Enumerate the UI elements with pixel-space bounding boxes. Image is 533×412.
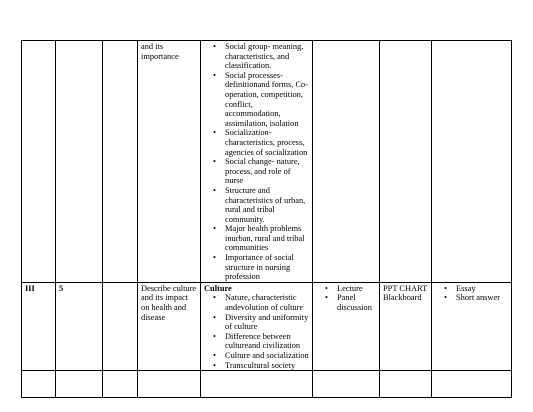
blank-cell xyxy=(103,282,138,370)
table-row xyxy=(22,282,512,370)
topic-title: Culture xyxy=(204,283,232,293)
teaching-aids-cell xyxy=(380,41,432,283)
empty-cell xyxy=(22,371,56,398)
hours-cell xyxy=(56,41,103,283)
topic-list xyxy=(204,42,309,282)
method-list xyxy=(316,284,376,313)
list-item: • Short answer xyxy=(435,293,508,303)
list-item: • Nature, characteristic andevolution of culture xyxy=(204,293,309,312)
hours-cell: 5 xyxy=(56,282,103,370)
empty-cell xyxy=(201,371,313,398)
empty-cell xyxy=(138,371,201,398)
teaching-method-cell xyxy=(313,282,380,370)
list-item: • Difference between cultureand civilization xyxy=(204,332,309,351)
list-item: • Social change- nature, process, and role of nurse xyxy=(204,157,309,186)
list-item: • Social group- meaning, characteristics, and classification. xyxy=(204,42,309,71)
table-row xyxy=(22,371,512,398)
list-item: • Structure and characteristics of urban, rural and tribal community. xyxy=(204,186,309,224)
unit-cell xyxy=(22,41,56,283)
list-item: • Transcultural society xyxy=(204,361,309,371)
topic-list xyxy=(204,293,309,370)
evaluation-list xyxy=(435,284,508,303)
list-item: • Lecture xyxy=(316,284,376,294)
unit-cell: III xyxy=(22,282,56,370)
evaluation-cell xyxy=(432,282,512,370)
empty-cell xyxy=(103,371,138,398)
teaching-method-cell xyxy=(313,41,380,283)
empty-cell xyxy=(56,371,103,398)
list-item: • Major health problems inurban, rural and tribal communities xyxy=(204,224,309,253)
list-item: • Panel discussion xyxy=(316,293,376,312)
teaching-aids-cell: PPT CHART Blackboard xyxy=(380,282,432,370)
list-item: • Diversity and uniformity of culture xyxy=(204,313,309,332)
list-item: • Social processes- definitionand forms, Co-operation, competition, conflict, accommodation, assimilation, isolation xyxy=(204,71,309,129)
list-item: • Socialization- characteristics, process, agencies of socialization xyxy=(204,128,309,157)
list-item: • Importance of social structure in nursing profession xyxy=(204,253,309,282)
table-row xyxy=(22,41,512,283)
curriculum-table xyxy=(21,40,512,398)
content-cell xyxy=(201,282,313,370)
content-cell xyxy=(201,41,313,283)
empty-cell xyxy=(432,371,512,398)
empty-cell xyxy=(380,371,432,398)
list-item: • Culture and socialization xyxy=(204,351,309,361)
evaluation-cell xyxy=(432,41,512,283)
objective-cell: and its importance xyxy=(138,41,201,283)
objective-cell: Describe culture and its impact on health and disease xyxy=(138,282,201,370)
blank-cell xyxy=(103,41,138,283)
empty-cell xyxy=(313,371,380,398)
list-item: • Essay xyxy=(435,284,508,294)
